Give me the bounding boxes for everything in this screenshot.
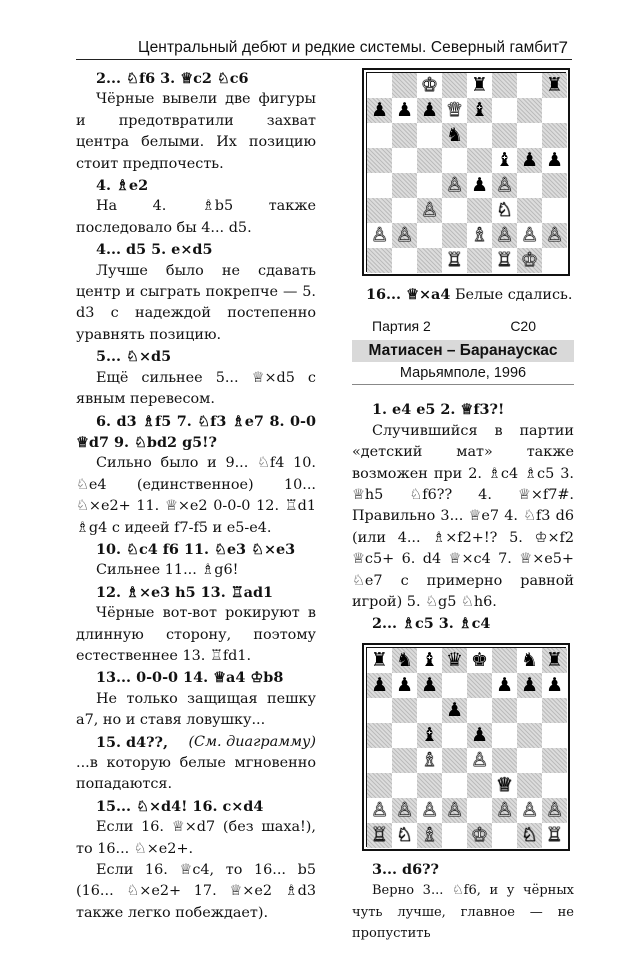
left-paragraph: Лучше было не сдавать центр и сыграть покрепче — 5. d3 с надеждой постепенно уравнять позицию. [76, 262, 316, 343]
board2-square [417, 698, 442, 723]
board2-square [517, 748, 542, 773]
board1-square [417, 123, 442, 148]
board1-square [367, 173, 392, 198]
black-piece-icon: ♝ [420, 648, 439, 671]
white-piece-icon: ♙ [545, 224, 564, 246]
board1-square [517, 123, 542, 148]
board1-square [367, 248, 392, 273]
board1-square [467, 198, 492, 223]
board1-square [467, 173, 492, 198]
board2-square [392, 748, 417, 773]
board1-square [517, 73, 542, 98]
board2-square [542, 773, 567, 798]
board2-square [542, 723, 567, 748]
board1-square [542, 148, 567, 173]
board2-square [367, 823, 392, 848]
white-piece-icon: ♙ [420, 798, 439, 821]
game-label: Партия 2 [372, 318, 431, 335]
board2-square [492, 723, 517, 748]
board1-square [367, 123, 392, 148]
board1-square [442, 173, 467, 198]
right-move-line: 2... ♗c5 3. ♗c4 [372, 615, 491, 633]
board2-square [492, 773, 517, 798]
board1-square [492, 123, 517, 148]
black-piece-icon: ♛ [445, 648, 464, 671]
right-move-line: 3... d6?? [372, 860, 439, 878]
left-paragraph: Если 16. ♕c4, то 16... b5 (16... ♘×e2+ 17. ♕×e2 ♗d3 также легко побеждает). [76, 862, 316, 921]
running-header [76, 37, 572, 60]
black-piece-icon: ♟ [445, 698, 464, 721]
diagram-1-caption [352, 284, 574, 306]
board1-square [367, 73, 392, 98]
board1-square [442, 198, 467, 223]
board2-square [517, 673, 542, 698]
right-paragraph: Случившийся в партии «детский мат» также возможен при 2. ♗c4 ♗c5 3. ♕h5 ♘f6?? 4. ♕×f7#. Правильно 3... ♕e7 4. ♘f3 d6 (или 4... ♗×f2+!? 5. ♔×f2 ♕c5+ 6. d4 ♕×c4 7. ♕×e5+ ♘e7 с примерно равной игрой) 5. ♘g5 ♘h6. [352, 422, 574, 611]
white-piece-icon: ♖ [495, 249, 514, 271]
board1-square [442, 223, 467, 248]
board2-square [392, 648, 417, 673]
white-piece-icon: ♙ [545, 798, 564, 821]
board1-square [392, 198, 417, 223]
board1-square [492, 148, 517, 173]
black-piece-icon: ♟ [520, 673, 539, 696]
board2-square [442, 648, 467, 673]
chess-diagram-1 [362, 68, 570, 276]
running-title: Центральный дебют и редкие системы. Северный гамбит [138, 39, 560, 56]
board1-square [392, 123, 417, 148]
black-piece-icon: ♝ [470, 99, 489, 121]
left-paragraph: Ещё сильнее 5... ♕×d5 с явным перевесом. [76, 369, 316, 408]
board1-square [442, 248, 467, 273]
black-piece-icon: ♜ [545, 648, 564, 671]
board2-square [467, 723, 492, 748]
white-piece-icon: ♖ [545, 823, 564, 846]
white-piece-icon: ♖ [445, 249, 464, 271]
board2-square [392, 698, 417, 723]
board1-square [467, 248, 492, 273]
left-paragraph: На 4. ♗b5 также последовало бы 4... d5. [76, 198, 316, 236]
white-piece-icon: ♙ [395, 224, 414, 246]
black-piece-icon: ♝ [420, 723, 439, 746]
board1-square [417, 248, 442, 273]
board2-square [442, 748, 467, 773]
board2-square [467, 773, 492, 798]
diagram-1-move: 16... ♕×a4 [366, 286, 451, 303]
white-piece-icon: ♗ [420, 823, 439, 846]
white-piece-icon: ♙ [420, 199, 439, 221]
black-piece-icon: ♜ [470, 74, 489, 96]
board2-square [467, 798, 492, 823]
white-piece-icon: ♙ [495, 174, 514, 196]
board1-square [517, 98, 542, 123]
board1-square [467, 73, 492, 98]
board2-square [492, 748, 517, 773]
board2-square [367, 698, 392, 723]
black-piece-icon: ♟ [495, 673, 514, 696]
board1-square [542, 98, 567, 123]
white-piece-icon: ♗ [470, 224, 489, 246]
board2-square [542, 673, 567, 698]
left-move-line: 12. ♗×e3 h5 13. ♖ad1 [96, 583, 274, 601]
board1-square [517, 148, 542, 173]
board1-square [517, 173, 542, 198]
board2-square [367, 648, 392, 673]
board1-square [442, 123, 467, 148]
board2-square [442, 773, 467, 798]
board2-square [492, 798, 517, 823]
left-move-line: 5... ♘×d5 [96, 348, 172, 366]
board1-square [442, 148, 467, 173]
board2-square [442, 823, 467, 848]
board1-square [492, 223, 517, 248]
board1-square [367, 223, 392, 248]
board2-square [517, 698, 542, 723]
board2-square [467, 673, 492, 698]
right-paragraph: Верно 3... ♘f6, и у чёрных чуть лучше, главное — не пропустить [352, 883, 574, 942]
board2-square [467, 748, 492, 773]
white-piece-icon: ♙ [495, 798, 514, 821]
board2-square [392, 773, 417, 798]
left-paragraph: Сильнее 11... ♗g6! [96, 562, 239, 579]
white-piece-icon: ♘ [495, 199, 514, 221]
black-piece-icon: ♞ [520, 648, 539, 671]
board1-square [417, 223, 442, 248]
left-paragraph: Чёрные вывели две фигуры и предотвратили захват центра белыми. Их позицию стоит предпочесть. [76, 91, 316, 172]
black-piece-icon: ♟ [395, 99, 414, 121]
black-piece-icon: ♟ [370, 673, 389, 696]
board1-square [417, 148, 442, 173]
board2-square [367, 748, 392, 773]
board1-square [542, 248, 567, 273]
eco-code: C20 [510, 318, 536, 335]
diagram-1-result: Белые сдались. [454, 287, 573, 303]
board1-square [392, 173, 417, 198]
black-piece-icon: ♟ [370, 99, 389, 121]
white-piece-icon: ♙ [445, 798, 464, 821]
black-piece-icon: ♞ [395, 648, 414, 671]
left-column [76, 68, 316, 924]
board2-square [492, 698, 517, 723]
left-move-line: 10. ♘c4 f6 11. ♘e3 ♘×e3 [96, 540, 296, 558]
board1-square [392, 73, 417, 98]
black-piece-icon: ♟ [520, 149, 539, 171]
board2-square [417, 798, 442, 823]
board2-square [417, 748, 442, 773]
board2-square [517, 648, 542, 673]
board1-square [467, 148, 492, 173]
board2-square [417, 773, 442, 798]
white-piece-icon: ♔ [520, 249, 539, 271]
board2-square [417, 723, 442, 748]
black-piece-icon: ♞ [445, 124, 464, 146]
white-piece-icon: ♔ [470, 823, 489, 846]
board1-square [492, 248, 517, 273]
board1-square [417, 198, 442, 223]
board2-square [367, 773, 392, 798]
board1-square [542, 173, 567, 198]
board1-square [392, 223, 417, 248]
board2-square [367, 723, 392, 748]
white-piece-icon: ♘ [520, 823, 539, 846]
left-move-line: 4. ♗e2 [96, 177, 149, 195]
game-number-line [352, 318, 574, 338]
left-move-line: 4... d5 5. e×d5 [96, 241, 213, 259]
right-column [352, 68, 574, 945]
board2-square [467, 698, 492, 723]
page-number: 7 [558, 38, 568, 57]
board1-square [542, 73, 567, 98]
board2-square [492, 648, 517, 673]
board2-square [442, 673, 467, 698]
white-piece-icon: ♖ [370, 823, 389, 846]
left-move-line: 2... ♘f6 3. ♕c2 ♘c6 [96, 70, 249, 87]
board1-square [542, 223, 567, 248]
left-move-line [76, 732, 316, 753]
left-move-line: 6. d3 ♗f5 7. ♘f3 ♗e7 8. 0-0 ♕d7 9. ♘bd2 g5!? [76, 412, 316, 451]
board2-square [542, 823, 567, 848]
white-piece-icon: ♛ [445, 99, 464, 121]
board1-square [492, 173, 517, 198]
white-piece-icon: ♙ [520, 224, 539, 246]
white-piece-icon: ♙ [495, 224, 514, 246]
board2-square [492, 823, 517, 848]
black-piece-icon: ♟ [545, 673, 564, 696]
black-piece-icon: ♚ [470, 648, 489, 671]
white-piece-icon: ♙ [395, 798, 414, 821]
white-piece-icon: ♘ [395, 823, 414, 846]
white-piece-icon: ♗ [420, 748, 439, 771]
board1-square [517, 198, 542, 223]
left-move-line: 13... 0-0-0 14. ♕a4 ♔b8 [96, 669, 284, 687]
board2-square [367, 673, 392, 698]
left-move-line: 15... ♘×d4! 16. c×d4 [96, 797, 264, 815]
game-players: Матиасен – Баранаускас [352, 340, 574, 362]
white-piece-icon: ♙ [470, 748, 489, 771]
board1-square [442, 73, 467, 98]
board1-square [467, 98, 492, 123]
board1-square [542, 198, 567, 223]
board2-square [517, 723, 542, 748]
chess-diagram-2 [362, 643, 570, 851]
board2-square [442, 798, 467, 823]
board1-square [442, 98, 467, 123]
board1-square [467, 123, 492, 148]
board2-square [492, 673, 517, 698]
left-paragraph: Чёрные вот-вот рокируют в длинную сторону, поэтому естественнее 13. ♖fd1. [76, 605, 316, 664]
board1-square [467, 223, 492, 248]
board2-square [417, 823, 442, 848]
white-piece-icon: ♕ [495, 773, 514, 796]
diagram-reference: (См. диаграмму) [188, 733, 316, 750]
board1-square [492, 73, 517, 98]
black-piece-icon: ♜ [370, 648, 389, 671]
board2-square [517, 798, 542, 823]
board2-square [392, 823, 417, 848]
white-piece-icon: ♚ [420, 74, 439, 96]
left-paragraph: Если 16. ♕×d7 (без шаха!), то 16... ♘×e2+. [76, 819, 316, 857]
move-text: 15. d4??, [96, 733, 168, 751]
board2-square [392, 723, 417, 748]
black-piece-icon: ♟ [470, 174, 489, 196]
board2-square [517, 823, 542, 848]
black-piece-icon: ♟ [545, 149, 564, 171]
board1-square [417, 73, 442, 98]
board2-square [367, 798, 392, 823]
board1-square [417, 173, 442, 198]
board2-square [392, 673, 417, 698]
board2-square [417, 673, 442, 698]
black-piece-icon: ♟ [420, 99, 439, 121]
board2-square [392, 798, 417, 823]
board1-square [392, 98, 417, 123]
board1-square [417, 98, 442, 123]
board2-square [467, 823, 492, 848]
left-paragraph: Сильно было и 9... ♘f4 10. ♘e4 (единственное) 10... ♘×e2+ 11. ♕×e2 0-0-0 12. ♖d1 ♗g4 с идеей f7-f5 и e5-e4. [76, 455, 316, 536]
board1-square [492, 98, 517, 123]
white-piece-icon: ♙ [445, 174, 464, 196]
left-paragraph: Не только защищая пешку a7, но и ставя ловушку... [76, 690, 316, 729]
board1-square [392, 148, 417, 173]
board1-square [492, 198, 517, 223]
game-venue: Марьямполе, 1996 [352, 362, 574, 385]
black-piece-icon: ♟ [395, 673, 414, 696]
black-piece-icon: ♟ [470, 723, 489, 746]
board1-square [367, 98, 392, 123]
board2-square [542, 748, 567, 773]
board1-square [392, 248, 417, 273]
black-piece-icon: ♟ [420, 673, 439, 696]
black-piece-icon: ♜ [545, 74, 564, 96]
board2-square [442, 698, 467, 723]
board1-square [542, 123, 567, 148]
white-piece-icon: ♙ [370, 798, 389, 821]
board2-square [542, 648, 567, 673]
board1-square [517, 248, 542, 273]
board2-square [542, 698, 567, 723]
board1-square [367, 148, 392, 173]
left-paragraph: ...в которую белые мгновенно попадаются. [76, 755, 316, 793]
board1-square [367, 198, 392, 223]
board2-square [467, 648, 492, 673]
black-piece-icon: ♝ [495, 149, 514, 171]
white-piece-icon: ♙ [520, 798, 539, 821]
white-piece-icon: ♙ [370, 224, 389, 246]
board1-square [517, 223, 542, 248]
right-move-line: 1. e4 e5 2. ♕f3?! [372, 401, 505, 419]
board2-square [542, 798, 567, 823]
board2-square [517, 773, 542, 798]
board2-square [417, 648, 442, 673]
board2-square [442, 723, 467, 748]
